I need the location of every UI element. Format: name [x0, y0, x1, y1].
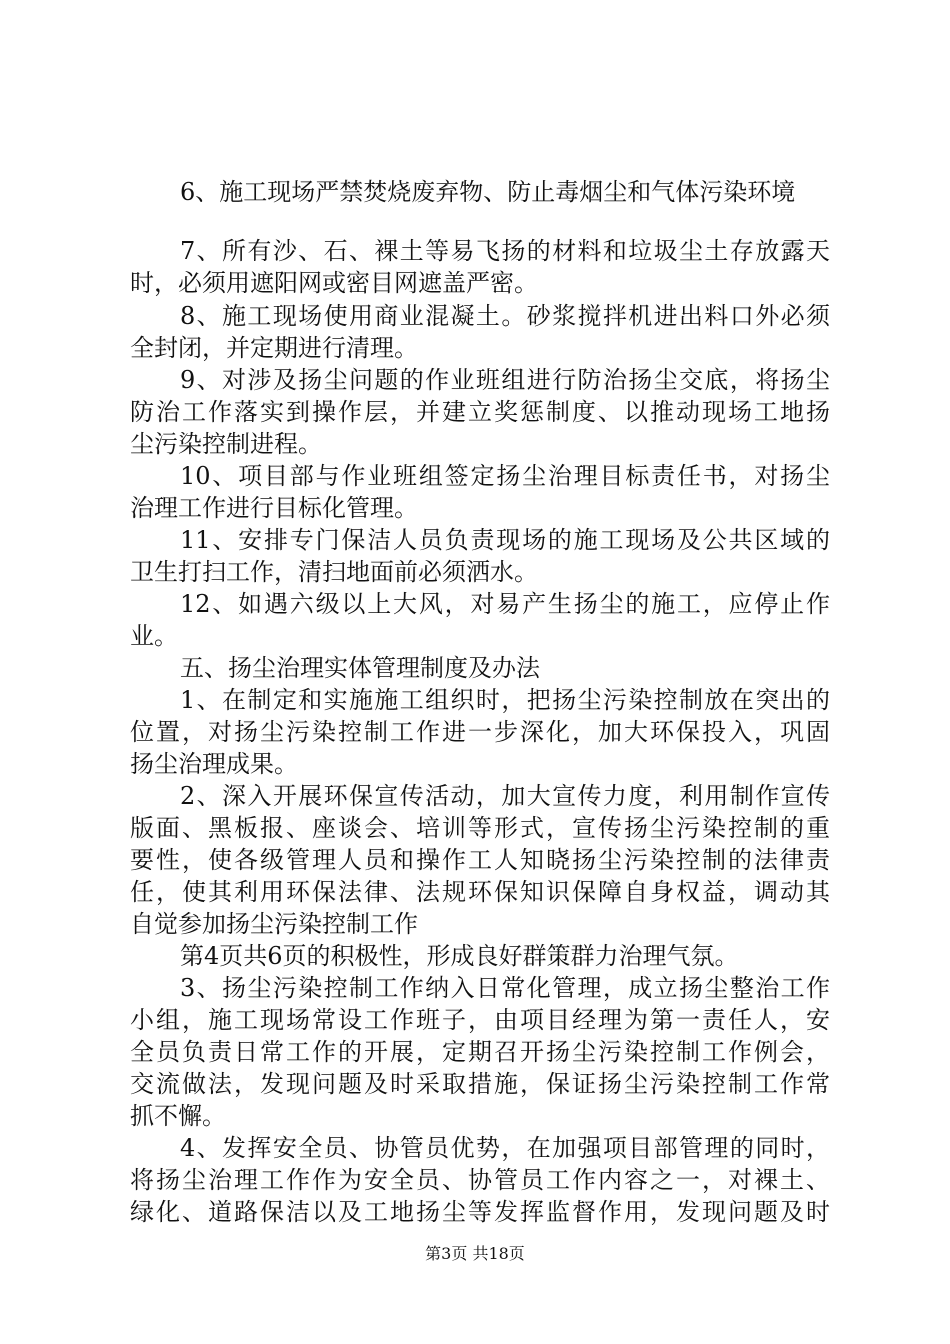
text-line: 1、在制定和实施施工组织时，把扬尘污染控制放在突出的: [180, 686, 830, 714]
text-line: 时，必须用遮阳网或密目网遮盖严密。: [130, 269, 538, 297]
text-line: 要性，使各级管理人员和操作工人知晓扬尘污染控制的法律责: [130, 846, 830, 874]
text-line: 卫生打扫工作，清扫地面前必须洒水。: [130, 558, 538, 586]
text-line: 全员负责日常工作的开展，定期召开扬尘污染控制工作例会，: [130, 1038, 830, 1066]
page-footer: 第3页 共18页: [425, 1244, 525, 1263]
text-line: 扬尘治理成果。: [130, 750, 298, 778]
text-line: 全封闭，并定期进行清理。: [130, 334, 418, 362]
text-line: 10、项目部与作业班组签定扬尘治理目标责任书，对扬尘: [180, 462, 830, 490]
text-line: 绿化、道路保洁以及工地扬尘等发挥监督作用，发现问题及时: [130, 1198, 830, 1226]
text-line: 交流做法，发现问题及时采取措施，保证扬尘污染控制工作常: [130, 1070, 830, 1098]
text-line: 抓不懈。: [130, 1102, 226, 1130]
text-line: 业。: [130, 622, 178, 650]
text-line: 6、施工现场严禁焚烧废弃物、防止毒烟尘和气体污染环境: [180, 178, 796, 206]
text-line: 第4页共6页的积极性，形成良好群策群力治理气氛。: [180, 942, 739, 970]
text-line: 2、深入开展环保宣传活动，加大宣传力度，利用制作宣传: [180, 782, 830, 810]
text-line: 自觉参加扬尘污染控制工作: [130, 910, 418, 938]
text-line: 12、如遇六级以上大风，对易产生扬尘的施工，应停止作: [180, 590, 830, 618]
text-line: 尘污染控制进程。: [130, 430, 322, 458]
text-line: 位置，对扬尘污染控制工作进一步深化，加大环保投入，巩固: [130, 718, 830, 746]
text-line: 9、对涉及扬尘问题的作业班组进行防治扬尘交底，将扬尘: [180, 366, 830, 394]
text-line: 版面、黑板报、座谈会、培训等形式，宣传扬尘污染控制的重: [130, 814, 830, 842]
text-line: 7、所有沙、石、裸土等易飞扬的材料和垃圾尘土存放露天: [180, 237, 830, 265]
text-line: 8、施工现场使用商业混凝土。砂浆搅拌机进出料口外必须: [180, 302, 830, 330]
text-line: 任，使其利用环保法律、法规环保知识保障自身权益，调动其: [130, 878, 830, 906]
text-line: 11、安排专门保洁人员负责现场的施工现场及公共区域的: [180, 526, 830, 554]
section-heading: 五、扬尘治理实体管理制度及办法: [180, 654, 540, 682]
text-line: 3、扬尘污染控制工作纳入日常化管理，成立扬尘整治工作: [180, 974, 830, 1002]
text-line: 将扬尘治理工作作为安全员、协管员工作内容之一，对裸土、: [130, 1166, 830, 1194]
text-line: 防治工作落实到操作层，并建立奖惩制度、以推动现场工地扬: [130, 398, 830, 426]
text-line: 治理工作进行目标化管理。: [130, 494, 418, 522]
text-line: 小组，施工现场常设工作班子，由项目经理为第一责任人，安: [130, 1006, 830, 1034]
text-line: 4、发挥安全员、协管员优势，在加强项目部管理的同时，: [180, 1134, 830, 1162]
